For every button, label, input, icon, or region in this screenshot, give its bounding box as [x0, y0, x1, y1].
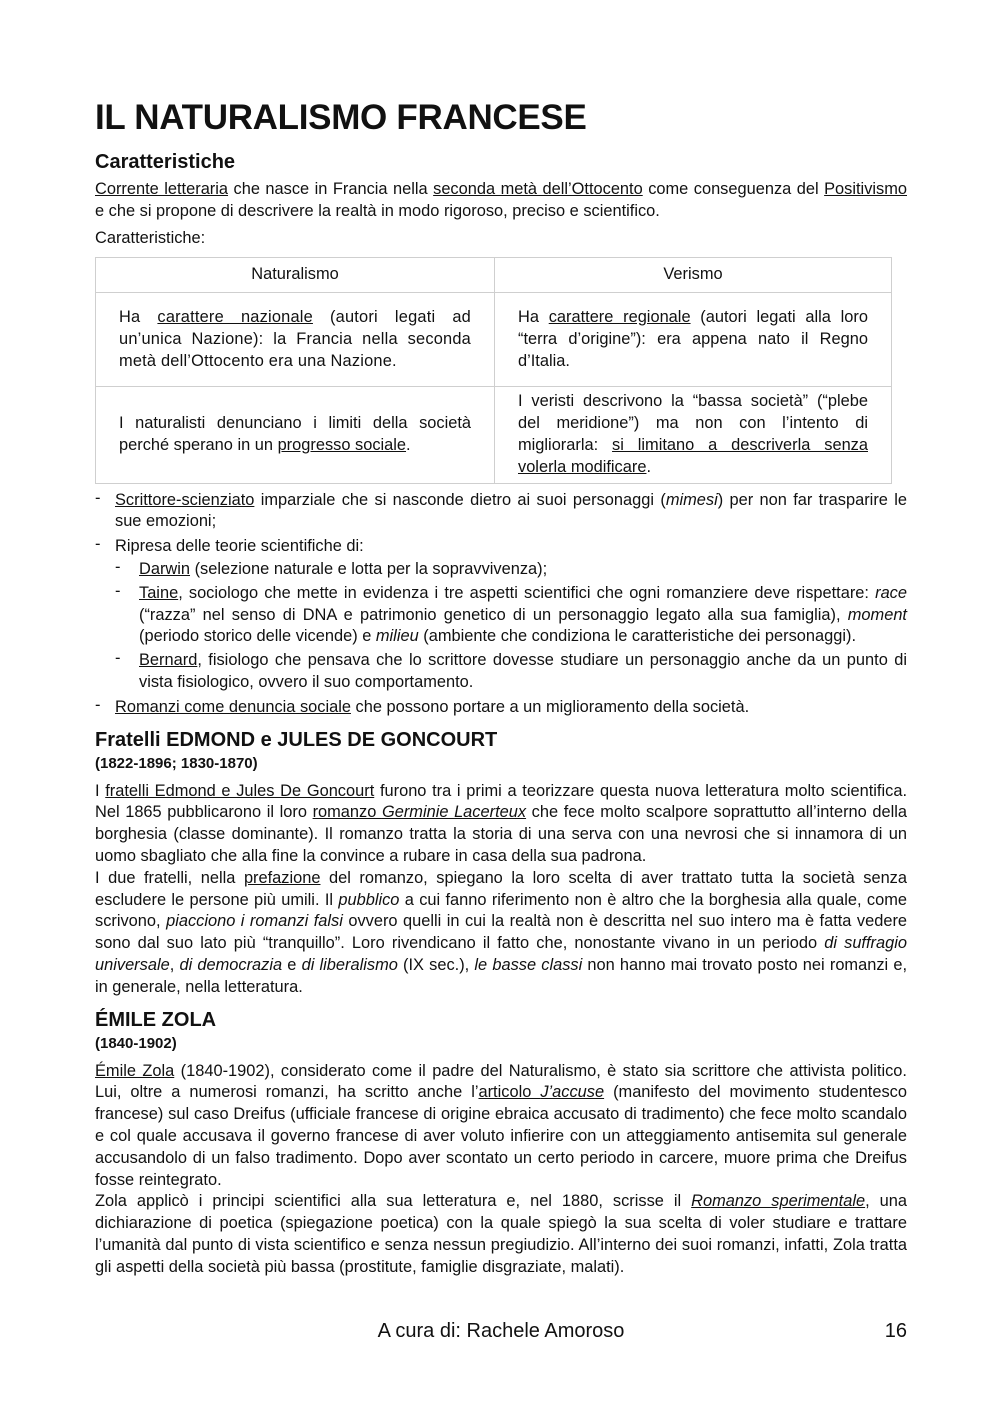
section-heading-zola: ÉMILE ZOLA: [95, 1008, 217, 1031]
list-item: - Scrittore-scienziato imparziale che si nasconde dietro ai suoi personaggi (mimesi) per non far trasparire le sue emozioni;: [95, 490, 907, 534]
table-header-naturalismo: Naturalismo: [96, 258, 495, 293]
list-item: - Romanzi come denuncia sociale che possono portare a un miglioramento della società.: [95, 697, 907, 719]
zola-section: [95, 1007, 907, 1279]
section-heading-caratteristiche: Caratteristiche: [95, 151, 236, 173]
intro-paragraph: Corrente letteraria che nasce in Francia nella seconda metà dell’Ottocento come conseguenza del Positivismo e che si propone di descrivere la realtà in modo rigoroso, preciso e scientifico.: [95, 180, 907, 220]
goncourt-section: [95, 727, 907, 999]
goncourt-dates: (1822-1896; 1830-1870): [95, 754, 258, 772]
zola-paragraph-1: Émile Zola (1840-1902), considerato come il padre del Naturalismo, è stato sia scrittore che attivista politico. Lui, oltre a numerosi romanzi, ha scritto anche l’articolo J’accuse (manifesto del movimento studentesco francese) sul caso Dreifus (ufficiale francese di origine ebraica accusato di tradimento) che fece molto scandalo e col quale accusava il governo francese di aver voluto infierire con un atteggiamento antisemita sul generale accusandolo di un falso tradimento. Dopo aver scontato un certo periodo in carcere, muore prima che Dreifus fosse reintegrato.: [95, 1061, 907, 1189]
page-footer: [95, 1320, 907, 1346]
theories-sublist: [115, 559, 907, 694]
zola-paragraph-2: Zola applicò i principi scientifici alla sua letteratura e, nel 1880, scrisse il Romanzo sperimentale, una dichiarazione di poetica (spiegazione poetica) con la quale spiegò la sua scelta di voler studiare e trattare l’umanità dal punto di vista scientifico e senza nessun pregiudizio. All’interno dei suoi romanzi, infatti, Zola tratta gli aspetti della società più bassa (prostitute, famiglie disgraziate, malati).: [95, 1192, 907, 1276]
table-cell: I veristi descrivono la “bassa società” (“plebe del meridione”) ma non con l’intento di migliorarla: si limitano a descriverla senza volerla modificare.: [495, 387, 892, 483]
table-row: [96, 387, 892, 483]
document-page: [95, 95, 907, 1278]
table-header-verismo: Verismo: [495, 258, 892, 293]
page-number: 16: [884, 1320, 907, 1342]
list-item-bernard: - Bernard, fisiologo che pensava che lo scrittore dovesse studiare un personaggio anche da un punto di vista fisiologico, ovvero il suo comportamento.: [115, 650, 907, 694]
page-title: IL NATURALISMO FRANCESE: [95, 98, 587, 137]
table-cell: Ha carattere nazionale (autori legati ad un’unica Nazione): la Francia nella seconda metà dell’Ottocento era una Nazione.: [96, 293, 495, 387]
caratteristiche-label: Caratteristiche:: [95, 228, 206, 247]
table-cell: I naturalisti denunciano i limiti della società perché sperano in un progresso sociale.: [96, 387, 495, 483]
list-item: - Ripresa delle teorie scientifiche di: - Darwin (selezione naturale e lotta per la sopravvivenza); - Taine, sociologo che mette in evidenza i tre aspetti scientifici che ogni romanziere deve rispettare: race (“razza” nel senso di DNA e patrimonio genetico di un personaggio legato alla sua famiglia), moment (periodo storico delle vicende) e milieu (ambiente che condiziona le caratteristiche dei personaggi). - Bernard, fisiologo che pensava che lo scrittore dovesse studiare un personaggio anche da un punto di vista fisiologico, ovvero il suo comportamento.: [95, 536, 907, 694]
section-heading-goncourt: Fratelli EDMOND e JULES DE GONCOURT: [95, 728, 498, 751]
goncourt-paragraph-2: I due fratelli, nella prefazione del romanzo, spiegano la loro scelta di aver trattato tutta la società senza escludere le persone più umili. Il pubblico a cui fanno riferimento non è altro che la borghesia alla quale, come scrivono, piacciono i romanzi falsi ovvero quelli in cui la realtà non è descritta nel suo intero ma è fatta vedere sono dal suo lato più “tranquillo”. Loro rivendicano il fatto che, nonostante vivano in un periodo di suffragio universale, di democrazia e di liberalismo (IX sec.), le basse classi non hanno mai trovato posto nei romanzi e, in generale, nella letteratura.: [95, 868, 908, 996]
list-item-taine: - Taine, sociologo che mette in evidenza i tre aspetti scientifici che ogni romanziere deve rispettare: race (“razza” nel senso di DNA e patrimonio genetico di un personaggio legato alla sua famiglia), moment (periodo storico delle vicende) e milieu (ambiente che condiziona le caratteristiche dei personaggi).: [115, 583, 907, 648]
comparison-table: [95, 257, 892, 483]
zola-dates: (1840-1902): [95, 1034, 177, 1052]
features-list: [95, 490, 907, 719]
footer-credit: A cura di: Rachele Amoroso: [377, 1320, 625, 1342]
list-item-darwin: - Darwin (selezione naturale e lotta per la sopravvivenza);: [115, 559, 907, 581]
table-cell: Ha carattere regionale (autori legati alla loro “terra d’origine”): era appena nato il Regno d’Italia.: [495, 293, 892, 387]
table-row: [96, 293, 892, 387]
table-header-row: [96, 258, 892, 293]
goncourt-paragraph-1: I fratelli Edmond e Jules De Goncourt furono tra i primi a teorizzare questa nuova letteratura molto scientifica. Nel 1865 pubblicarono il loro romanzo Germinie Lacerteux che fece molto scalpore soprattutto all’interno della borghesia (classe dominante). Il romanzo tratta la storia di una serva con una nevrosi che si innamora di un uomo sbagliato che alla fine la convince a rubare in casa della sua padrona.: [95, 781, 907, 865]
